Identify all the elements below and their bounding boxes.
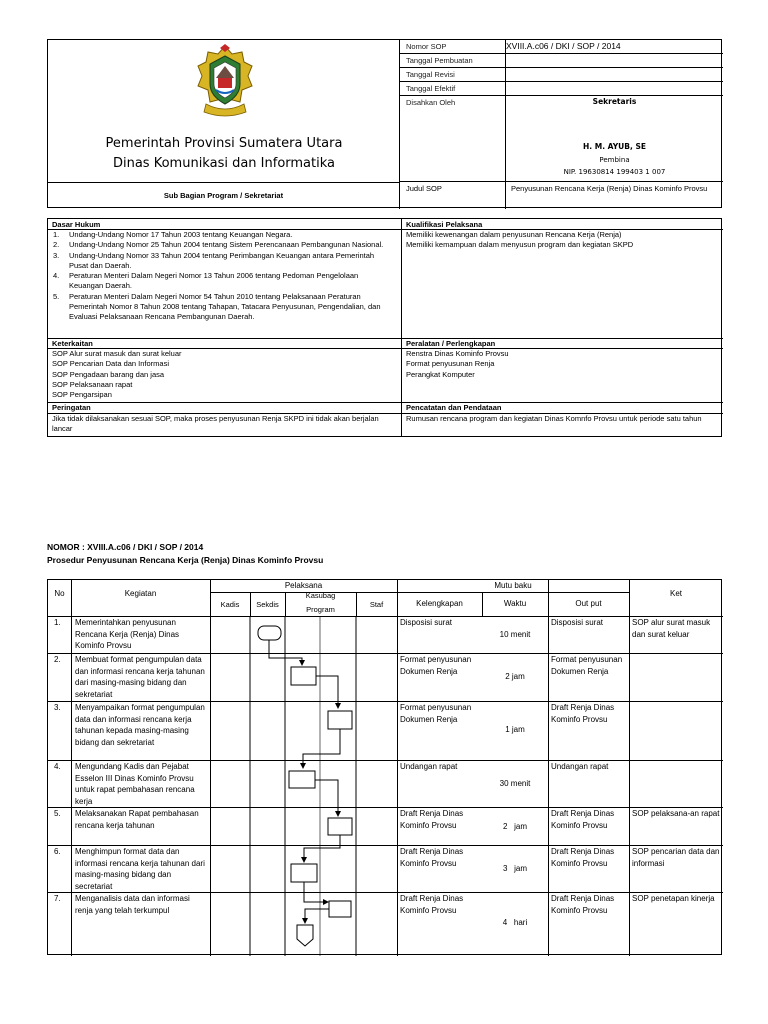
row2-kegiatan: Membuat format pengumpulan data dan informasi rencana kerja tahunan dari masing-masing bidang dan sekretariat	[75, 655, 205, 699]
row4-waktu: 30 menit	[499, 779, 531, 788]
kualifikasi-list	[406, 230, 718, 251]
pencatatan-heading: Pencatatan dan Pendataan	[406, 403, 502, 412]
procedure-table	[47, 579, 722, 955]
row1-output: Disposisi surat	[551, 618, 604, 627]
row5-kegiatan: Melaksanakan Rapat pembahasan rencana kerja tahunan	[75, 809, 199, 830]
col-header-ket: Ket	[669, 589, 682, 598]
flow-process-box	[329, 901, 351, 917]
list-item: Perangkat Komputer	[406, 369, 475, 379]
col-header-kasubag: Kasubag	[305, 591, 336, 600]
list-item: SOP Pengadaan barang dan jasa	[52, 369, 165, 379]
list-item: 4. Peraturan Menteri Dalam Negeri Nomor 13 Tahun 2006 tentang Pedoman Pengelolaan Keuangan Daerah.	[53, 271, 359, 291]
judul-sop-label: Judul SOP	[406, 184, 442, 193]
row2-waktu: 2 jam	[505, 672, 525, 681]
list-item: SOP Pengarsipan	[52, 390, 112, 400]
row4-kelengkapan: Undangan rapat	[400, 762, 458, 771]
col-header-output: Out put	[575, 599, 602, 608]
col-header-sekdis: Sekdis	[256, 600, 279, 609]
list-item: Memiliki kewenangan dalam penyusunan Rencana Kerja (Renja)	[406, 230, 622, 239]
row1-no: 1.	[54, 618, 61, 627]
list-item: Memiliki kemampuan dalam menyusun program dan kegiatan SKPD	[406, 240, 634, 250]
row3-no: 3.	[54, 703, 61, 712]
row5-output: Draft Renja Dinas Kominfo Provsu	[551, 809, 615, 830]
row4-no: 4.	[54, 762, 61, 771]
row6-output: Draft Renja Dinas Kominfo Provsu	[551, 847, 615, 868]
sub-bagian-label: Sub Bagian Program / Sekretariat	[48, 182, 400, 209]
col-header-pelaksana: Pelaksana	[284, 581, 323, 590]
dasar-hukum-heading: Dasar Hukum	[52, 220, 101, 229]
row7-kegiatan: Menganalisis data dan informasi renja yang telah terkumpul	[75, 894, 190, 915]
dasar-hukum-list	[53, 230, 393, 323]
province-emblem-icon	[196, 44, 254, 120]
signer-name: H. M. AYUB, SE	[583, 142, 646, 151]
list-item: SOP Pencarian Data dan Informasi	[52, 359, 170, 369]
list-item: 3. Undang-Undang Nomor 33 Tahun 2004 tentang Perimbangan Keuangan antara Pemerintah Pusat dan Daerah.	[53, 250, 375, 270]
meta-label: Disahkan Oleh	[406, 98, 456, 107]
signer-title: Sekretaris	[592, 97, 637, 106]
list-item: Format penyusunan Renja	[406, 359, 495, 369]
col-header-mutu-baku: Mutu baku	[494, 581, 532, 590]
row1-waktu: 10 menit	[499, 630, 531, 639]
peralatan-heading: Peralatan / Perlengkapan	[406, 339, 496, 348]
meta-label: Tanggal Efektif	[406, 84, 456, 93]
row7-ket: SOP penetapan kinerja	[632, 894, 715, 903]
keterkaitan-list	[52, 349, 392, 400]
list-item: SOP Pelaksanaan rapat	[52, 379, 133, 389]
sop-info-table	[47, 218, 722, 437]
list-item: 5. Peraturan Menteri Dalam Negeri Nomor 54 Tahun 2010 tentang Pelaksanaan Peraturan Pemerintah Nomor 8 Tahun 2008 tentang Tahapan, Tatacara Penyusunan, Pengendalian, dan Evaluasi Pelaksanaan Rencana Pembangunan Daerah.	[53, 291, 381, 322]
col-header-no: No	[54, 589, 65, 598]
row4-output: Undangan rapat	[551, 762, 609, 771]
flow-offpage-connector	[297, 925, 313, 946]
col-header-kegiatan: Kegiatan	[124, 589, 157, 598]
row7-waktu: 4 hari	[502, 918, 528, 927]
signer-nip: NIP. 19630814 199403 1 007	[563, 168, 666, 176]
signer-rank: Pembina	[599, 156, 630, 164]
flow-process-box	[291, 864, 317, 882]
meta-row-tanggal-efektif	[400, 82, 723, 96]
meta-row-tanggal-pembuatan	[400, 54, 723, 68]
meta-value: XVIII.A.c06 / DKI / SOP / 2014	[506, 41, 621, 51]
row6-no: 6.	[54, 847, 61, 856]
meta-row-tanggal-revisi	[400, 68, 723, 82]
sop-header	[47, 39, 722, 208]
flow-start-terminator	[258, 626, 281, 640]
flow-process-box	[289, 771, 315, 788]
meta-label: Nomor SOP	[406, 42, 447, 51]
judul-sop-value: Penyusunan Rencana Kerja (Renja) Dinas Kominfo Provsu	[511, 184, 708, 193]
row7-output: Draft Renja Dinas Kominfo Provsu	[551, 894, 615, 915]
procedure-title: Prosedur Penyusunan Rencana Kerja (Renja) Dinas Kominfo Provsu	[47, 555, 324, 565]
row7-kelengkapan: Draft Renja Dinas Kominfo Provsu	[400, 894, 464, 915]
row5-kelengkapan: Draft Renja Dinas Kominfo Provsu	[400, 809, 464, 830]
row5-no: 5.	[54, 809, 61, 818]
agency-name-line2: Dinas Komunikasi dan Informatika	[112, 156, 335, 171]
peringatan-heading: Peringatan	[52, 403, 91, 412]
pencatatan-text: Rumusan rencana program dan kegiatan Dinas Komnfo Provsu untuk periode satu tahun	[406, 414, 702, 423]
col-header-kelengkapan: Kelengkapan	[416, 599, 463, 608]
list-item: Renstra Dinas Kominfo Provsu	[406, 349, 509, 358]
row5-ket: SOP pelaksana-an rapat	[632, 809, 720, 818]
row5-waktu: 2 jam	[502, 822, 527, 831]
meta-label: Tanggal Revisi	[406, 70, 455, 79]
col-header-program: Program	[306, 605, 335, 614]
row6-kegiatan: Menghimpun format data dan informasi rencana kerja tahunan dari masing-masing bidang dan secretariat	[75, 847, 205, 891]
row1-kelengkapan: Disposisi surat	[400, 618, 453, 627]
row6-kelengkapan: Draft Renja Dinas Kominfo Provsu	[400, 847, 464, 868]
row1-kegiatan: Memerintahkan penyusunan Rencana Kerja (Renja) Dinas Kominfo Provsu	[75, 618, 180, 651]
row3-waktu: 1 jam	[505, 725, 525, 734]
list-item: 1. Undang-Undang Nomor 17 Tahun 2003 tentang Keuangan Negara.	[53, 230, 293, 239]
row2-kelengkapan: Format penyusunan Dokumen Renja	[400, 655, 472, 676]
agency-panel	[48, 40, 400, 182]
list-item: SOP Alur surat masuk dan surat keluar	[52, 349, 182, 358]
procedure-number: NOMOR : XVIII.A.c06 / DKI / SOP / 2014	[47, 542, 204, 552]
agency-name-line1: Pemerintah Provinsi Sumatera Utara	[105, 136, 343, 151]
row7-no: 7.	[54, 894, 61, 903]
col-header-kadis: Kadis	[220, 600, 240, 609]
peralatan-list	[406, 349, 718, 380]
peringatan-text: Jika tidak dilaksanakan sesuai SOP, maka proses penyusunan Renja SKPD ini tidak akan berjalan lancar	[52, 414, 379, 434]
flow-process-box	[328, 818, 352, 835]
kualifikasi-heading: Kualifikasi Pelaksana	[406, 220, 483, 229]
col-header-waktu: Waktu	[503, 599, 527, 608]
row2-no: 2.	[54, 655, 61, 664]
flow-process-box	[328, 711, 352, 729]
row3-output: Draft Renja Dinas Kominfo Provsu	[551, 703, 615, 724]
col-header-staf: Staf	[369, 600, 384, 609]
row3-kelengkapan: Format penyusunan Dokumen Renja	[400, 703, 472, 724]
row3-kegiatan: Menyampaikan format pengumpulan data dan informasi rencana kerja tahunan kepada masing-masing bidang dan sekretariat	[75, 703, 205, 747]
row4-kegiatan: Mengundang Kadis dan Pejabat Esselon III Dinas Kominfo Provsu untuk rapat pembahasan rencana kerja	[75, 762, 195, 806]
list-item: 2. Undang-Undang Nomor 25 Tahun 2004 tentang Sistem Perencanaan Pembangunan Nasional.	[53, 240, 384, 250]
meta-label: Tanggal Pembuatan	[406, 56, 473, 65]
meta-row-nomor-sop	[400, 40, 723, 54]
flow-process-box	[291, 667, 316, 685]
row1-ket: SOP alur surat masuk dan surat keluar	[632, 618, 711, 639]
row6-ket: SOP pencarian data dan informasi	[632, 847, 720, 868]
row2-output: Format penyusunan Dokumen Renja	[551, 655, 623, 676]
row6-waktu: 3 jam	[502, 864, 527, 873]
keterkaitan-heading: Keterkaitan	[52, 339, 93, 348]
